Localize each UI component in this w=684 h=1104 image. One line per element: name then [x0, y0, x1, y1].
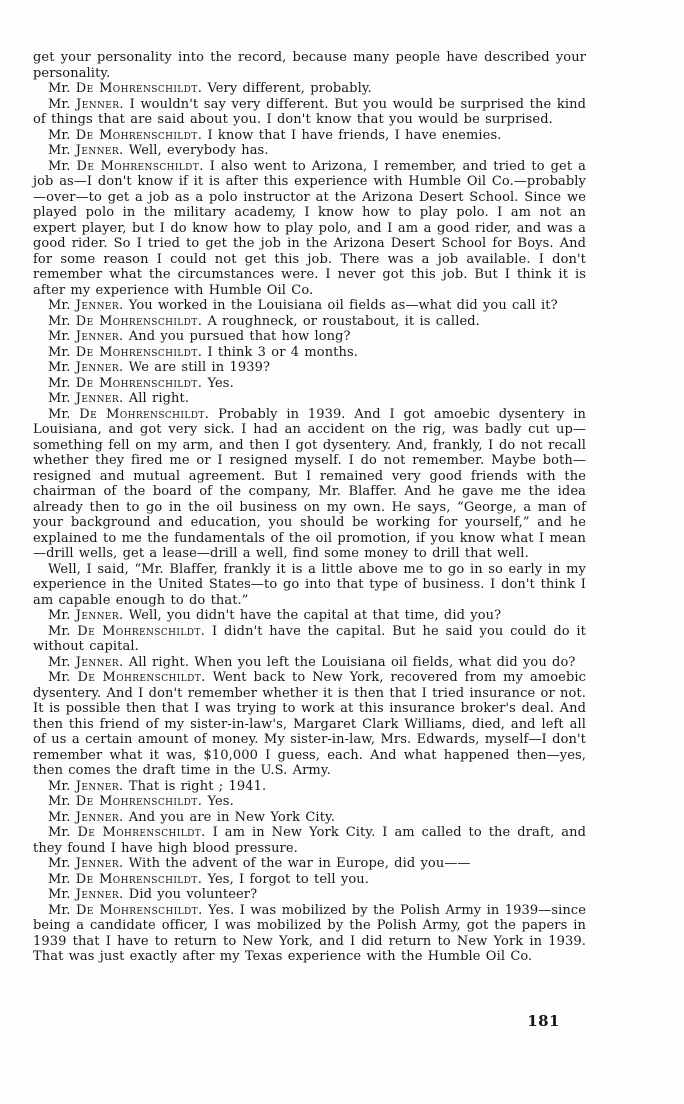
- paragraph: Mr. De Mohrenschildt. I think 3 or 4 months.: [48, 344, 358, 360]
- paragraph: Mr. Jenner. That is right ; 1941.: [48, 778, 267, 794]
- speaker-surname: De Mohrenschildt.: [77, 825, 206, 840]
- speaker-surname: De Mohrenschildt.: [75, 794, 203, 809]
- speaker-surname: Jenner.: [75, 654, 124, 670]
- speaker-name: Mr. De Mohrenschildt.: [48, 406, 210, 422]
- speaker-surname: De Mohrenschildt.: [75, 127, 203, 143]
- speaker-surname: Jenner.: [75, 391, 124, 406]
- speaker-surname: De Mohrenschildt.: [76, 158, 204, 174]
- speaker-surname: Jenner.: [75, 298, 124, 313]
- speaker-name: Mr. Jenner.: [48, 608, 124, 623]
- paragraph: Mr. Jenner. We are still in 1939?: [48, 360, 271, 375]
- speaker-name: Mr. De Mohrenschildt.: [48, 794, 203, 809]
- paragraph: Mr. De Mohrenschildt. A roughneck, or roustabout, it is called.: [48, 313, 480, 329]
- paragraph: Mr. Jenner. Did you volunteer?: [48, 887, 258, 902]
- speaker-name: Mr. Jenner.: [48, 654, 124, 670]
- speaker-name: Mr. De Mohrenschildt.: [48, 871, 203, 887]
- speaker-name: Mr. De Mohrenschildt.: [48, 902, 203, 918]
- paragraph: Mr. Jenner. And you are in New York City.: [48, 809, 335, 825]
- paragraph: Mr. Jenner. All right. When you left the Louisiana oil fields, what did you do?: [48, 654, 576, 670]
- speaker-name: Mr. Jenner.: [48, 143, 124, 158]
- speaker-name: Mr. De Mohrenschildt.: [48, 375, 203, 391]
- speaker-surname: Jenner.: [75, 360, 124, 375]
- speaker-name: Mr. Jenner.: [48, 391, 124, 406]
- speaker-name: Mr. Jenner.: [48, 856, 124, 871]
- paragraph: Mr. De Mohrenschildt. Very different, probably.: [48, 81, 372, 96]
- speaker-name: Mr. De Mohrenschildt.: [48, 825, 206, 840]
- speaker-surname: Jenner.: [75, 143, 124, 158]
- speaker-surname: Jenner.: [75, 778, 124, 794]
- speaker-name: Mr. Jenner.: [48, 887, 124, 902]
- speaker-surname: Jenner.: [75, 887, 124, 902]
- paragraph: Mr. Jenner. Well, you didn't have the capital at that time, did you?: [48, 608, 502, 623]
- speaker-name: Mr. Jenner.: [48, 298, 124, 313]
- speaker-surname: Jenner.: [75, 608, 124, 623]
- speaker-surname: De Mohrenschildt.: [75, 871, 203, 887]
- paragraph: Mr. De Mohrenschildt. I didn't have the capital. But he said you could do it without capital.: [33, 623, 586, 654]
- paragraph: get your personality into the record, because many people have described your personality.: [33, 50, 586, 81]
- page-number: 181: [527, 1012, 560, 1030]
- paragraph: Well, I said, “Mr. Blaffer, frankly it is a little above me to go in so early in my experience in the United States—to go into that type of business. I don't think I am capable enough to do that.”: [33, 561, 586, 608]
- speaker-surname: De Mohrenschildt.: [75, 81, 203, 96]
- speaker-surname: De Mohrenschildt.: [75, 375, 203, 391]
- speaker-name: Mr. Jenner.: [48, 778, 124, 794]
- paragraph: Mr. De Mohrenschildt. I also went to Arizona, I remember, and tried to get a job as—I don't know if it is after this experience with Humble Oil Co.—probably—over—to get a job as a polo instructor at the Arizona Desert School. Since we played polo in the military academy, I know how to play polo. I am not an expert player, but I do know how to play polo, and I am a good rider, and was a good rider. So I tried to get the job in the Arizona Desert School for Boys. And for some reason I could not get this job. There was a job available. I don't remember what the circumstances were. I never got this job. But I think it is after my experience with Humble Oil Co.: [33, 158, 586, 298]
- speaker-surname: De Mohrenschildt.: [79, 406, 210, 422]
- speaker-name: Mr. Jenner.: [48, 329, 124, 344]
- speaker-surname: De Mohrenschildt.: [75, 902, 203, 918]
- speaker-surname: Jenner.: [75, 856, 124, 871]
- paragraph: Mr. Jenner. All right.: [48, 391, 190, 406]
- paragraph: Mr. De Mohrenschildt. I am in New York City. I am called to the draft, and they found I have high blood pressure.: [33, 825, 586, 856]
- paragraph: Mr. Jenner. You worked in the Louisiana oil fields as—what did you call it?: [48, 298, 558, 313]
- speaker-surname: De Mohrenschildt.: [75, 344, 203, 360]
- speaker-surname: De Mohrenschildt.: [75, 313, 203, 329]
- paragraph: Mr. De Mohrenschildt. Yes.: [48, 794, 234, 809]
- speaker-name: Mr. Jenner.: [48, 809, 124, 825]
- paragraph: Mr. De Mohrenschildt. Yes.: [48, 375, 234, 391]
- paragraph: Mr. Jenner. With the advent of the war in Europe, did you——: [48, 856, 471, 871]
- speaker-surname: Jenner.: [76, 96, 124, 112]
- paragraph: Mr. De Mohrenschildt. Went back to New York, recovered from my amoebic dysentery. And I don't remember whether it is then that I tried insurance or not. It is possible then that I was trying to work at this insurance broker's deal. And then this friend of my sister-in-law's, Margaret Clark Williams, died, and left all of us a certain amount of money. My sister-in-law, Mrs. Edwards, myself—I don't remember what it was, $10,000 I guess, each. And what happened then—yes, then comes the draft time in the U.S. Army.: [33, 670, 587, 778]
- speaker-name: Mr. De Mohrenschildt.: [48, 344, 203, 360]
- speaker-name: Mr. De Mohrenschildt.: [48, 127, 203, 143]
- speaker-name: Mr. De Mohrenschildt.: [48, 158, 204, 174]
- paragraph: Mr. Jenner. I wouldn't say very different. But you would be surprised the kind of things that are said about you. I don't know that you would be surprised.: [33, 96, 586, 127]
- speaker-surname: Jenner.: [75, 809, 124, 825]
- paragraph: Mr. Jenner. Well, everybody has.: [48, 143, 269, 158]
- speaker-name: Mr. De Mohrenschildt.: [48, 623, 206, 639]
- page-content: [33, 50, 586, 965]
- paragraph: Mr. De Mohrenschildt. Yes, I forgot to tell you.: [48, 871, 369, 887]
- speaker-name: Mr. Jenner.: [48, 360, 124, 375]
- speaker-name: Mr. De Mohrenschildt.: [48, 670, 206, 685]
- speaker-name: Mr. De Mohrenschildt.: [48, 81, 203, 96]
- speaker-surname: De Mohrenschildt.: [77, 670, 206, 685]
- speaker-surname: Jenner.: [75, 329, 124, 344]
- speaker-name: Mr. Jenner.: [48, 96, 124, 112]
- paragraph: Mr. Jenner. And you pursued that how long?: [48, 329, 351, 344]
- speaker-surname: De Mohrenschildt.: [77, 623, 206, 639]
- paragraph: Mr. De Mohrenschildt. I know that I have friends, I have enemies.: [48, 127, 502, 143]
- paragraph: Mr. De Mohrenschildt. Probably in 1939. And I got amoebic dysentery in Louisiana, and got very sick. I had an accident on the rig, was badly cut up—something fell on my arm, and then I got dysentery. And, frankly, I do not recall whether they fired me or I resigned myself. I do not remember. Maybe both—resigned and mutual agreement. But I remained very good friends with the chairman of the board of the company, Mr. Blaffer. And he gave me the idea already then to go in the oil business on my own. He says, “George, a man of your background and education, you should be working for yourself,” and he explained to me the fundamentals of the oil promotion, if you know what I mean—drill wells, get a lease—drill a well, find some money to drill that well.: [33, 406, 586, 561]
- paragraph: Mr. De Mohrenschildt. Yes. I was mobilized by the Polish Army in 1939—since being a candidate officer, I was mobilized by the Polish Army, got the papers in 1939 that I have to return to New York, and I did return to New York in 1939. That was just exactly after my Texas experience with the Humble Oil Co.: [33, 902, 587, 964]
- speaker-name: Mr. De Mohrenschildt.: [48, 313, 203, 329]
